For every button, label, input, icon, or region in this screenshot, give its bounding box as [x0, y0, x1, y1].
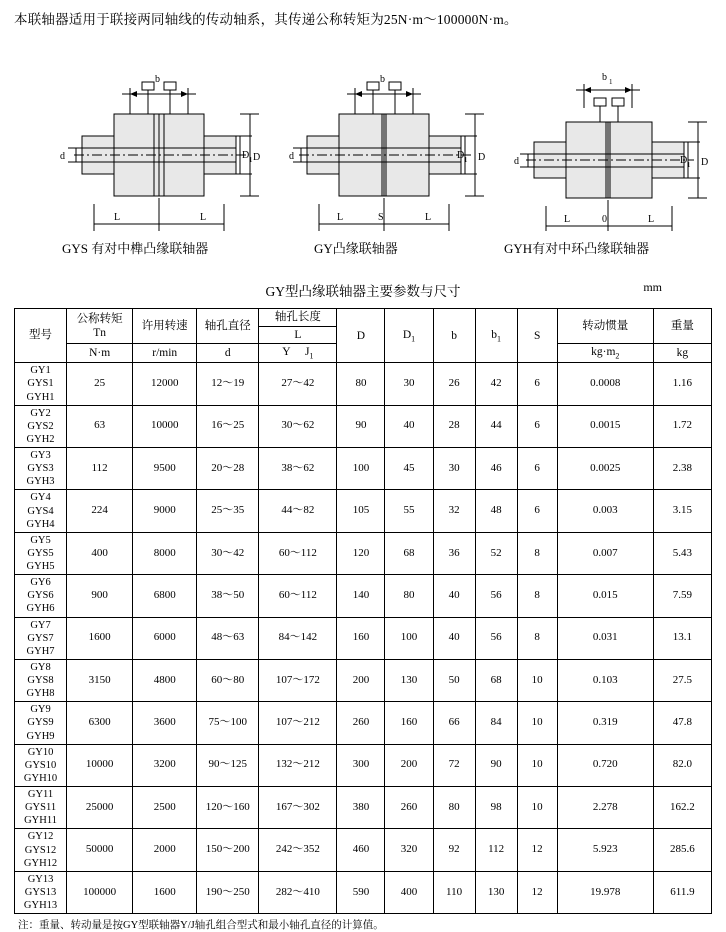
model-name: GYH8: [26, 688, 55, 700]
th-b1: $b_1$: [475, 309, 517, 363]
cell-b: 72: [433, 744, 475, 786]
cell-D: 590: [337, 871, 385, 913]
cell-weight: 5.43: [653, 532, 711, 574]
cell-S: 10: [517, 702, 557, 744]
th-D: D: [337, 309, 385, 363]
caption-gy: GY凸缘联轴器: [314, 241, 398, 257]
cell-b1: 52: [475, 532, 517, 574]
cell-bore-length: 107～212: [259, 702, 337, 744]
cell-bore-d: 120～160: [197, 787, 259, 829]
cell-weight: 27.5: [653, 659, 711, 701]
fig3-label-b1: b: [602, 72, 607, 84]
cell-D: 200: [337, 659, 385, 701]
cell-bore-d: 30～42: [197, 532, 259, 574]
cell-S: 6: [517, 405, 557, 447]
cell-b: 66: [433, 702, 475, 744]
cell-b1: 48: [475, 490, 517, 532]
model-name: GYH12: [23, 857, 58, 869]
cell-torque: 100000: [67, 871, 133, 913]
table-row: [15, 787, 712, 829]
cell-bore-d: 16～25: [197, 405, 259, 447]
cell-b: 80: [433, 787, 475, 829]
fig2-label-d: d: [289, 151, 294, 163]
table-row: [15, 448, 712, 490]
table-row: [15, 617, 712, 659]
th-inertia-unit: $kg\cdot m_2$: [557, 344, 653, 363]
cell-bore-d: 190～250: [197, 871, 259, 913]
cell-bore-length: 132～212: [259, 744, 337, 786]
cell-b1: 42: [475, 363, 517, 405]
cell-bore-length: 107～172: [259, 659, 337, 701]
cell-D1: 30: [385, 363, 433, 405]
cell-torque: 50000: [67, 829, 133, 871]
cell-S: 6: [517, 363, 557, 405]
cell-D1: 80: [385, 575, 433, 617]
cell-torque: 112: [67, 448, 133, 490]
cell-S: 8: [517, 575, 557, 617]
th-weight-unit: kg: [653, 344, 711, 363]
fig2-label-S: S: [378, 212, 384, 224]
figure-captions: [14, 238, 712, 264]
cell-b: 28: [433, 405, 475, 447]
cell-inertia: 0.003: [557, 490, 653, 532]
model-name: GYS13: [24, 886, 57, 898]
model-name: GYH6: [26, 603, 55, 615]
cell-D1: 68: [385, 532, 433, 574]
cell-S: 10: [517, 744, 557, 786]
cell-D1: 200: [385, 744, 433, 786]
cell-bore-length: 167～302: [259, 787, 337, 829]
model-name: GY7: [30, 619, 51, 631]
cell-b: 30: [433, 448, 475, 490]
cell-model: [15, 575, 67, 617]
table-row: [15, 702, 712, 744]
cell-inertia: 19.978: [557, 871, 653, 913]
model-name: GYS10: [24, 759, 57, 771]
cell-b1: 44: [475, 405, 517, 447]
cell-bore-d: 38～50: [197, 575, 259, 617]
table-row: [15, 659, 712, 701]
cell-b1: 46: [475, 448, 517, 490]
model-name: GYH10: [23, 772, 58, 784]
cell-model: [15, 659, 67, 701]
cell-inertia: 0.015: [557, 575, 653, 617]
cell-torque: 25000: [67, 787, 133, 829]
model-name: GY12: [27, 831, 54, 843]
cell-b: 92: [433, 829, 475, 871]
cell-b: 26: [433, 363, 475, 405]
cell-model: [15, 829, 67, 871]
table-row: [15, 363, 712, 405]
th-b: b: [433, 309, 475, 363]
fig1-label-D1: D: [242, 150, 250, 162]
fig1-label-D: D: [253, 152, 261, 164]
th-bore-len-sym: L: [259, 326, 337, 343]
svg-text:1: 1: [464, 156, 468, 165]
cell-D: 460: [337, 829, 385, 871]
cell-S: 6: [517, 490, 557, 532]
cell-weight: 285.6: [653, 829, 711, 871]
cell-speed: 2500: [133, 787, 197, 829]
cell-S: 10: [517, 659, 557, 701]
model-name: GYH7: [26, 645, 55, 657]
table-row: [15, 871, 712, 913]
table-row: [15, 490, 712, 532]
cell-D: 380: [337, 787, 385, 829]
fig3-label-L1: L: [564, 214, 571, 226]
model-name: GY10: [27, 746, 54, 758]
cell-torque: 400: [67, 532, 133, 574]
model-name: GY2: [30, 407, 51, 419]
cell-D: 300: [337, 744, 385, 786]
cell-bore-length: 38～62: [259, 448, 337, 490]
cell-b1: 84: [475, 702, 517, 744]
table-row: [15, 829, 712, 871]
cell-bore-length: 60～112: [259, 532, 337, 574]
cell-model: [15, 405, 67, 447]
cell-torque: 10000: [67, 744, 133, 786]
cell-speed: 6800: [133, 575, 197, 617]
cell-D: 90: [337, 405, 385, 447]
cell-model: [15, 787, 67, 829]
model-name: GY5: [30, 534, 51, 546]
cell-speed: 9000: [133, 490, 197, 532]
cell-model: [15, 532, 67, 574]
cell-D1: 130: [385, 659, 433, 701]
cell-bore-length: 30～62: [259, 405, 337, 447]
cell-model: [15, 871, 67, 913]
cell-inertia: 5.923: [557, 829, 653, 871]
cell-weight: 162.2: [653, 787, 711, 829]
cell-bore-d: 60～80: [197, 659, 259, 701]
cell-b: 36: [433, 532, 475, 574]
cell-bore-length: 84～142: [259, 617, 337, 659]
table-row: [15, 532, 712, 574]
figure-gy: [289, 36, 489, 231]
svg-text:1: 1: [249, 156, 253, 165]
model-name: GYS9: [27, 717, 54, 729]
table-title-row: [14, 280, 712, 300]
cell-weight: 47.8: [653, 702, 711, 744]
model-name: GYS11: [24, 802, 57, 814]
cell-D1: 320: [385, 829, 433, 871]
cell-weight: 611.9: [653, 871, 711, 913]
cell-b: 50: [433, 659, 475, 701]
cell-b: 40: [433, 575, 475, 617]
model-name: GYS6: [27, 590, 54, 602]
cell-D1: 100: [385, 617, 433, 659]
model-name: GYS4: [27, 505, 54, 517]
model-name: GY13: [27, 873, 54, 885]
model-name: GYS1: [27, 378, 54, 390]
model-name: GYH11: [24, 815, 57, 827]
model-name: GY6: [30, 577, 51, 589]
fig3-label-D: D: [701, 157, 709, 169]
cell-S: 6: [517, 448, 557, 490]
table-header-row-1: [15, 309, 712, 326]
th-speed-unit: r/min: [133, 344, 197, 363]
cell-D1: 260: [385, 787, 433, 829]
fig2-label-L1: L: [337, 212, 344, 224]
cell-D: 260: [337, 702, 385, 744]
fig1-label-b: b: [155, 74, 160, 86]
spec-table: [14, 308, 712, 914]
model-name: GYH1: [26, 391, 55, 403]
cell-bore-length: 242～352: [259, 829, 337, 871]
cell-D1: 400: [385, 871, 433, 913]
figure-group: [14, 36, 712, 236]
cell-S: 12: [517, 829, 557, 871]
cell-bore-d: 20～28: [197, 448, 259, 490]
model-name: GYH3: [26, 476, 55, 488]
figure-gys: [54, 36, 264, 231]
figure-gyh: [514, 36, 714, 231]
th-torque: 公称转矩 Tn: [67, 309, 133, 344]
cell-D: 80: [337, 363, 385, 405]
cell-torque: 6300: [67, 702, 133, 744]
cell-inertia: 0.031: [557, 617, 653, 659]
cell-b1: 68: [475, 659, 517, 701]
cell-speed: 1600: [133, 871, 197, 913]
th-model: 型号: [15, 309, 67, 363]
cell-weight: 1.16: [653, 363, 711, 405]
model-name: GYS8: [27, 675, 54, 687]
cell-weight: 82.0: [653, 744, 711, 786]
model-name: GY8: [30, 661, 51, 673]
th-bore-d-sym: d: [197, 344, 259, 363]
model-name: GYS3: [27, 463, 54, 475]
fig2-label-b: b: [380, 74, 385, 86]
model-name: GYH13: [23, 900, 58, 912]
th-torque-unit: N·m: [67, 344, 133, 363]
cell-inertia: 0.103: [557, 659, 653, 701]
th-S: S: [517, 309, 557, 363]
table-unit: mm: [643, 280, 662, 295]
cell-weight: 7.59: [653, 575, 711, 617]
th-inertia: 转动惯量: [557, 309, 653, 344]
cell-b: 32: [433, 490, 475, 532]
cell-inertia: 0.007: [557, 532, 653, 574]
fig3-label-D1: D: [680, 155, 688, 167]
fig2-label-D: D: [478, 152, 486, 164]
fig3-label-d: d: [514, 156, 519, 168]
fig1-label-d: d: [60, 151, 65, 163]
model-name: GYS2: [27, 420, 54, 432]
fig1-label-L2: L: [200, 212, 207, 224]
cell-D1: 45: [385, 448, 433, 490]
cell-D: 160: [337, 617, 385, 659]
th-bore-len: 轴孔长度: [259, 309, 337, 326]
cell-inertia: 0.0015: [557, 405, 653, 447]
cell-bore-d: 25～35: [197, 490, 259, 532]
cell-D1: 40: [385, 405, 433, 447]
model-name: GY1: [30, 365, 51, 377]
model-name: GY11: [27, 789, 54, 801]
svg-text:1: 1: [609, 78, 613, 87]
cell-inertia: 0.0025: [557, 448, 653, 490]
cell-inertia: 0.0008: [557, 363, 653, 405]
cell-torque: 25: [67, 363, 133, 405]
cell-b: 40: [433, 617, 475, 659]
cell-b1: 130: [475, 871, 517, 913]
cell-speed: 3600: [133, 702, 197, 744]
cell-torque: 3150: [67, 659, 133, 701]
cell-S: 10: [517, 787, 557, 829]
cell-D1: 55: [385, 490, 433, 532]
th-D1: $D_1$: [385, 309, 433, 363]
cell-model: [15, 702, 67, 744]
cell-S: 8: [517, 532, 557, 574]
cell-bore-length: 60～112: [259, 575, 337, 617]
cell-D: 100: [337, 448, 385, 490]
cell-D: 105: [337, 490, 385, 532]
cell-torque: 1600: [67, 617, 133, 659]
cell-inertia: 0.319: [557, 702, 653, 744]
th-bore-len-subcols: Y $J_1$: [259, 344, 337, 363]
model-name: GY3: [30, 450, 51, 462]
cell-speed: 6000: [133, 617, 197, 659]
model-name: GYH9: [26, 730, 55, 742]
cell-b1: 90: [475, 744, 517, 786]
cell-bore-d: 75～100: [197, 702, 259, 744]
cell-speed: 9500: [133, 448, 197, 490]
svg-text:1: 1: [687, 161, 691, 170]
fig2-label-D1: D: [457, 150, 465, 162]
cell-bore-length: 27～42: [259, 363, 337, 405]
table-title: GY型凸缘联轴器主要参数与尺寸: [265, 284, 461, 300]
intro-paragraph: 本联轴器适用于联接两同轴线的传动轴系，其传递公称转矩为25N·m～100000N·m。: [14, 12, 518, 27]
cell-bore-d: 48～63: [197, 617, 259, 659]
table-row: [15, 405, 712, 447]
table-note: 注：重量、转动量是按GY型联轴器Y/J轴孔组合型式和最小轴孔直径的计算值。: [18, 920, 384, 932]
cell-model: [15, 744, 67, 786]
cell-torque: 63: [67, 405, 133, 447]
table-row: [15, 575, 712, 617]
fig1-label-L1: L: [114, 212, 121, 224]
cell-inertia: 2.278: [557, 787, 653, 829]
fig2-label-L2: L: [425, 212, 432, 224]
cell-bore-d: 90～125: [197, 744, 259, 786]
th-bore-d: 轴孔直径: [197, 309, 259, 344]
cell-bore-d: 150～200: [197, 829, 259, 871]
cell-bore-length: 282～410: [259, 871, 337, 913]
model-name: GY4: [30, 492, 51, 504]
cell-speed: 8000: [133, 532, 197, 574]
caption-gys: GYS 有对中榫凸缘联轴器: [62, 241, 209, 257]
cell-model: [15, 617, 67, 659]
model-name: GY9: [30, 704, 51, 716]
cell-S: 12: [517, 871, 557, 913]
cell-model: [15, 363, 67, 405]
cell-b: 110: [433, 871, 475, 913]
model-name: GYS5: [27, 547, 54, 559]
model-name: GYS12: [24, 844, 57, 856]
cell-torque: 224: [67, 490, 133, 532]
fig3-label-L2: L: [648, 214, 655, 226]
model-name: GYH5: [26, 561, 55, 573]
cell-b1: 98: [475, 787, 517, 829]
cell-D1: 160: [385, 702, 433, 744]
cell-D: 120: [337, 532, 385, 574]
cell-S: 8: [517, 617, 557, 659]
cell-model: [15, 490, 67, 532]
cell-weight: 2.38: [653, 448, 711, 490]
cell-inertia: 0.720: [557, 744, 653, 786]
th-speed: 许用转速: [133, 309, 197, 344]
caption-gyh: GYH有对中环凸缘联轴器: [504, 241, 650, 257]
cell-speed: 4800: [133, 659, 197, 701]
cell-torque: 900: [67, 575, 133, 617]
cell-speed: 12000: [133, 363, 197, 405]
cell-speed: 3200: [133, 744, 197, 786]
cell-b1: 112: [475, 829, 517, 871]
model-name: GYH2: [26, 433, 55, 445]
model-name: GYS7: [27, 632, 54, 644]
cell-speed: 2000: [133, 829, 197, 871]
cell-weight: 3.15: [653, 490, 711, 532]
cell-bore-length: 44～82: [259, 490, 337, 532]
cell-weight: 13.1: [653, 617, 711, 659]
cell-bore-d: 12～19: [197, 363, 259, 405]
model-name: GYH4: [26, 518, 55, 530]
spec-table-body: [15, 363, 712, 914]
cell-b1: 56: [475, 575, 517, 617]
cell-model: [15, 448, 67, 490]
cell-weight: 1.72: [653, 405, 711, 447]
cell-D: 140: [337, 575, 385, 617]
cell-speed: 10000: [133, 405, 197, 447]
table-row: [15, 744, 712, 786]
th-weight: 重量: [653, 309, 711, 344]
fig3-label-0: 0: [602, 214, 607, 226]
cell-b1: 56: [475, 617, 517, 659]
